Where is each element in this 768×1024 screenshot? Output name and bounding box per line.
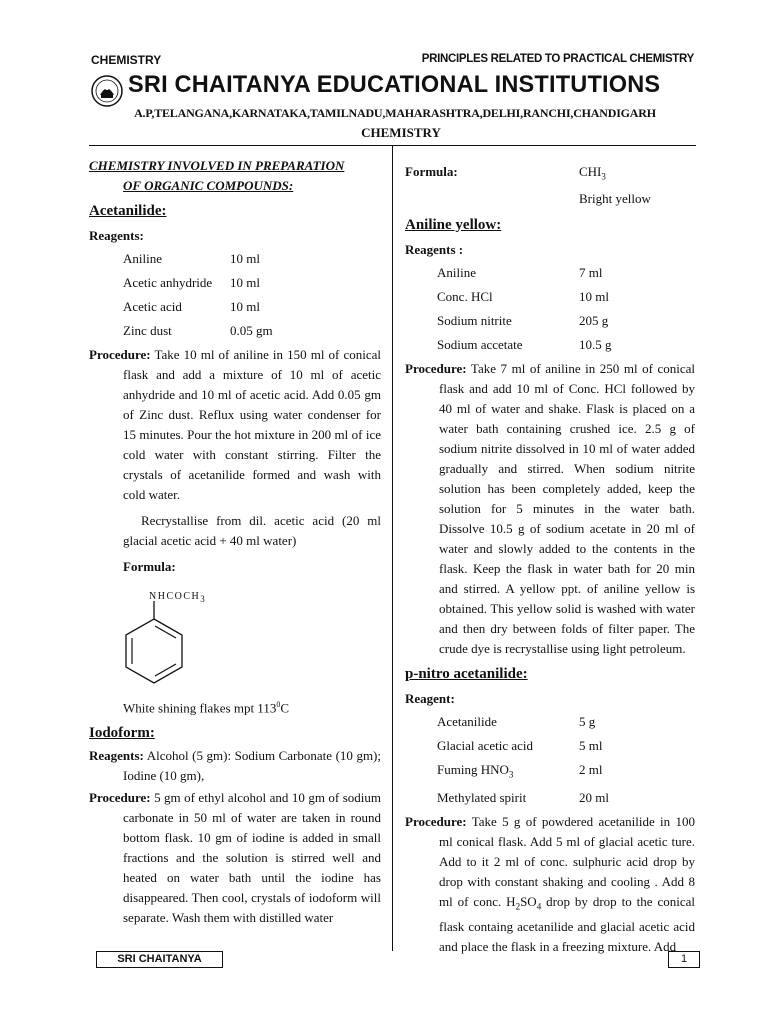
p-nitro-reagents-label: Reagent:: [405, 690, 455, 706]
reagent-amount: 10.5 g: [579, 336, 612, 352]
page-number: 1: [668, 951, 700, 968]
reagent-name: Glacial acetic acid: [437, 737, 533, 753]
reagent-name: Fuming $HNO_3$: [437, 761, 514, 780]
procedure-label: Procedure:: [89, 347, 151, 362]
right-column: [405, 161, 695, 957]
p-nitro-title: p-nitro acetanilide:: [405, 665, 528, 682]
reagent-row: [405, 285, 695, 309]
institution-name: SRI CHAITANYA EDUCATIONAL INSTITUTIONS: [128, 71, 661, 98]
header-subject-left: CHEMISTRY: [91, 53, 162, 67]
aniline-yellow-reagents-label: Reagents :: [405, 241, 464, 257]
procedure-text: Take 7 ml of aniline in 250 ml of conical flask and add 10 ml of Conc. HCl followed by 40 ml of water and shake. Flask is placed on a water bath containing crushed ice. 2.5 g of sodium nitrite dissolved in 10 ml of water added gradually and stirred. When sodium nitrite solution has been completely added, keep the solution for 5 minutes in the water bath. Dissolve 10.5 g of sodium acetate in 20 ml of water and slowly added to the contents in the flask. Keep the flask in water bath for 20 min and stirred. A yellow ppt. of aniline yellow is obtained. This yellow solid is washed with water and then dry between folds of filter paper. The crude dye is recrystallise using light petroleum.: [439, 360, 695, 656]
reagent-row: [405, 734, 695, 758]
iodoform-formula: [405, 161, 695, 188]
reagent-name: Acetic acid: [123, 299, 182, 314]
procedure-label: Procedure:: [405, 814, 467, 830]
acetanilide-reagents-label: Reagents:: [89, 228, 144, 243]
left-column: [89, 156, 381, 928]
reagent-amount: 205 g: [579, 312, 609, 328]
reagent-name: Acetanilide: [437, 713, 497, 729]
acetanilide-structure: [89, 577, 381, 695]
reagent-amount: 10 ml: [230, 251, 260, 266]
footer-brand: SRI CHAITANYA: [96, 951, 223, 968]
reagent-row: [89, 319, 381, 343]
reagent-amount: 5 g: [579, 713, 596, 729]
reagent-name: Zinc dust: [123, 323, 172, 338]
reagent-amount: 10 ml: [579, 288, 609, 304]
section-heading: [89, 156, 381, 196]
iodoform-reagents: [89, 746, 381, 786]
reagent-name: Aniline: [123, 251, 162, 266]
aniline-yellow-reagents-list: [405, 261, 695, 357]
iodoform-procedure: [89, 788, 381, 928]
acetanilide-caption: White shining flakes mpt $113^0C$: [123, 700, 289, 716]
reagent-row: [405, 710, 695, 734]
p-nitro-procedure: Procedure: Take 5 g of powdered acetanilide in 100 ml conical flask. Add 5 ml of glacial acetic ture. Add to it 2 ml of conc. sulphuric acid drop by drop with constant shaking and cooling . Add 8 ml of conc. $H_2SO_4$ drop by drop to the conical flask containg acetanilide and glacial acetic acid and place the flask in a freezing mixture. Add: [405, 814, 696, 954]
iodoform-appearance: Bright yellow: [579, 190, 651, 206]
aniline-yellow-procedure: [405, 359, 695, 659]
reagent-row: [405, 758, 695, 787]
reagent-row: [405, 786, 695, 810]
procedure-label: Procedure:: [405, 360, 467, 376]
acetanilide-reagents-list: [89, 247, 381, 343]
institution-logo-icon: [90, 74, 124, 108]
acetanilide-recrystallise: Recrystallise from dil. acetic acid (20 ml glacial acetic acid + 40 ml water): [123, 513, 381, 548]
aniline-yellow-title: Aniline yellow:: [405, 216, 502, 233]
procedure-text: 5 gm of ethyl alcohol and 10 gm of sodium carbonate in 50 ml of water are taken in round bottom flask. 10 gm of iodine is added in small fractions and the solution is stirred well and heated on water bath until the iodine has disappeared. Then cool, crystals of iodoform will separate. Wash them with distilled water: [123, 790, 381, 926]
reagent-amount: 10 ml: [230, 275, 260, 290]
reagent-row: [405, 333, 695, 357]
reagent-name: Sodium nitrite: [437, 312, 512, 328]
header-topic-right: PRINCIPLES RELATED TO PRACTICAL CHEMISTRY: [421, 53, 694, 65]
reagent-amount: 2 ml: [579, 761, 603, 777]
subject-title: CHEMISTRY: [361, 125, 441, 140]
reagent-row: [405, 309, 695, 333]
procedure-text: Take 10 ml of aniline in 150 ml of conical flask and add a mixture of 10 ml of acetic anhydride and 10 ml of acetic acid. Add 0.05 gm of Zinc dust. Reflux using water condenser for 15 minutes. Pour the hot mixture in 200 ml of ice cold water with constant stirring. Filter the crystals of acetanilide formed and wash with cold water.: [123, 347, 381, 502]
procedure-label: Procedure:: [89, 790, 151, 806]
acetanilide-formula-label: Formula:: [123, 559, 176, 574]
reagent-name: Aniline: [437, 264, 476, 280]
formula-label: Formula:: [405, 164, 458, 179]
reagent-row: [89, 295, 381, 319]
reagent-name: Acetic anhydride: [123, 275, 213, 290]
column-divider: [392, 145, 393, 951]
reagent-amount: 7 ml: [579, 264, 603, 280]
reagent-row: [405, 261, 695, 285]
reagent-amount: 5 ml: [579, 737, 603, 753]
reagent-amount: 20 ml: [579, 790, 609, 806]
structure-group-label: $NHCOCH_3$: [149, 591, 207, 604]
acetanilide-title: Acetanilide:: [89, 203, 167, 219]
reagent-amount: 0.05 gm: [230, 323, 273, 338]
reagent-row: [89, 271, 381, 295]
reagent-row: [89, 247, 381, 271]
section-heading-line1: CHEMISTRY INVOLVED IN PREPARATION: [89, 158, 345, 173]
reagents-label: Reagents:: [89, 748, 144, 764]
reagent-name: Sodium accetate: [437, 336, 523, 352]
reagents-text: Alcohol (5 gm): Sodium Carbonate (10 gm); Iodine (10 gm),: [123, 748, 381, 784]
reagent-name: Conc. HCl: [437, 288, 493, 304]
acetanilide-procedure: [89, 345, 381, 505]
iodoform-appearance-row: [405, 188, 695, 210]
p-nitro-reagents-list: [405, 710, 695, 811]
reagent-name: Methylated spirit: [437, 790, 527, 806]
section-heading-line2: OF ORGANIC COMPOUNDS:: [123, 178, 294, 193]
reagent-amount: 10 ml: [230, 299, 260, 314]
formula-value: $CHI_3$: [579, 164, 606, 182]
iodoform-title: Iodoform:: [89, 725, 155, 742]
institution-states: A.P,TELANGANA,KARNATAKA,TAMILNADU,MAHARASHTRA,DELHI,RANCHI,CHANDIGARH: [134, 106, 656, 120]
benzene-ring-icon: [119, 601, 189, 691]
